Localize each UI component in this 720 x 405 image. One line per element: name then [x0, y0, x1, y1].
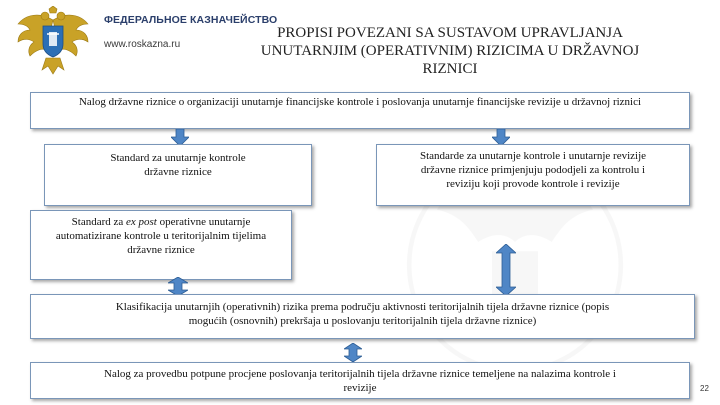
- box-4-line-3: državne riznice: [127, 244, 195, 256]
- title-line-1: PROPISI POVEZANI SA SUSTAVOM UPRAVLJANJA: [277, 25, 623, 41]
- up-down-arrow-icon: [496, 244, 516, 296]
- box-3-line-1: Standarde za unutarnje kontrole i unutarnje revizije: [419, 150, 647, 162]
- standards-applied-box: [376, 144, 690, 206]
- internal-control-standard-box: [44, 144, 312, 206]
- treasury-emblem-icon: [12, 6, 94, 76]
- box-6-line-1: Nalog za provedbu potpune procjene poslovanja teritorijalnih tijela državne riznice temeljene na nalazima kontrole i: [104, 368, 616, 380]
- box-6-line-2: revizije: [343, 382, 377, 394]
- title-line-2: UNUTARNJIM (OPERATIVNIM) RIZICIMA U DRŽAVNOJ: [260, 43, 640, 59]
- full-assessment-order-box: [30, 362, 690, 399]
- box-3-line-2: državne riznice primjenjuju pododjeli za kontrolu i: [420, 164, 646, 176]
- box-4-prefix: Standard za: [71, 216, 127, 228]
- box-5-line-2: mogućih (osnovnih) prekršaja u poslovanju teritorijalnih tijela državne riznice): [188, 315, 537, 327]
- ex-post-standard-box: [30, 210, 292, 280]
- order-box: Nalog državne riznice o organizaciji unutarnje financijske kontrole i poslovanja unutarnje financijske revizije u državnoj riznici: [30, 92, 690, 129]
- title-line-3: RIZNICI: [422, 61, 478, 77]
- box-4-emphasis: ex post: [126, 216, 157, 228]
- box-4-suffix: operativne unutarnje: [156, 216, 251, 228]
- box-3-line-3: reviziju koji provode kontrole i revizije: [446, 178, 620, 190]
- org-name: ФЕДЕРАЛЬНОЕ КАЗНАЧЕЙСТВО: [104, 14, 278, 26]
- box-5-line-1: Klasifikacija unutarnjih (operativnih) rizika prema području aktivnosti teritorijalnih tijela državne riznice (popis: [115, 301, 610, 313]
- box-2-line-1: Standard za unutarnje kontrole: [110, 152, 246, 164]
- risk-classification-box: [30, 294, 695, 339]
- org-url: www.roskazna.ru: [104, 39, 181, 50]
- box-4-line-1: [37, 215, 285, 229]
- box-4-line-2: automatizirane kontrole u teritorijalnim tijelima: [55, 230, 267, 242]
- page-title: [240, 24, 660, 78]
- up-down-arrow-icon: [344, 343, 362, 362]
- box-2-line-2: državne riznice: [144, 166, 212, 178]
- page-number: 22: [700, 384, 709, 393]
